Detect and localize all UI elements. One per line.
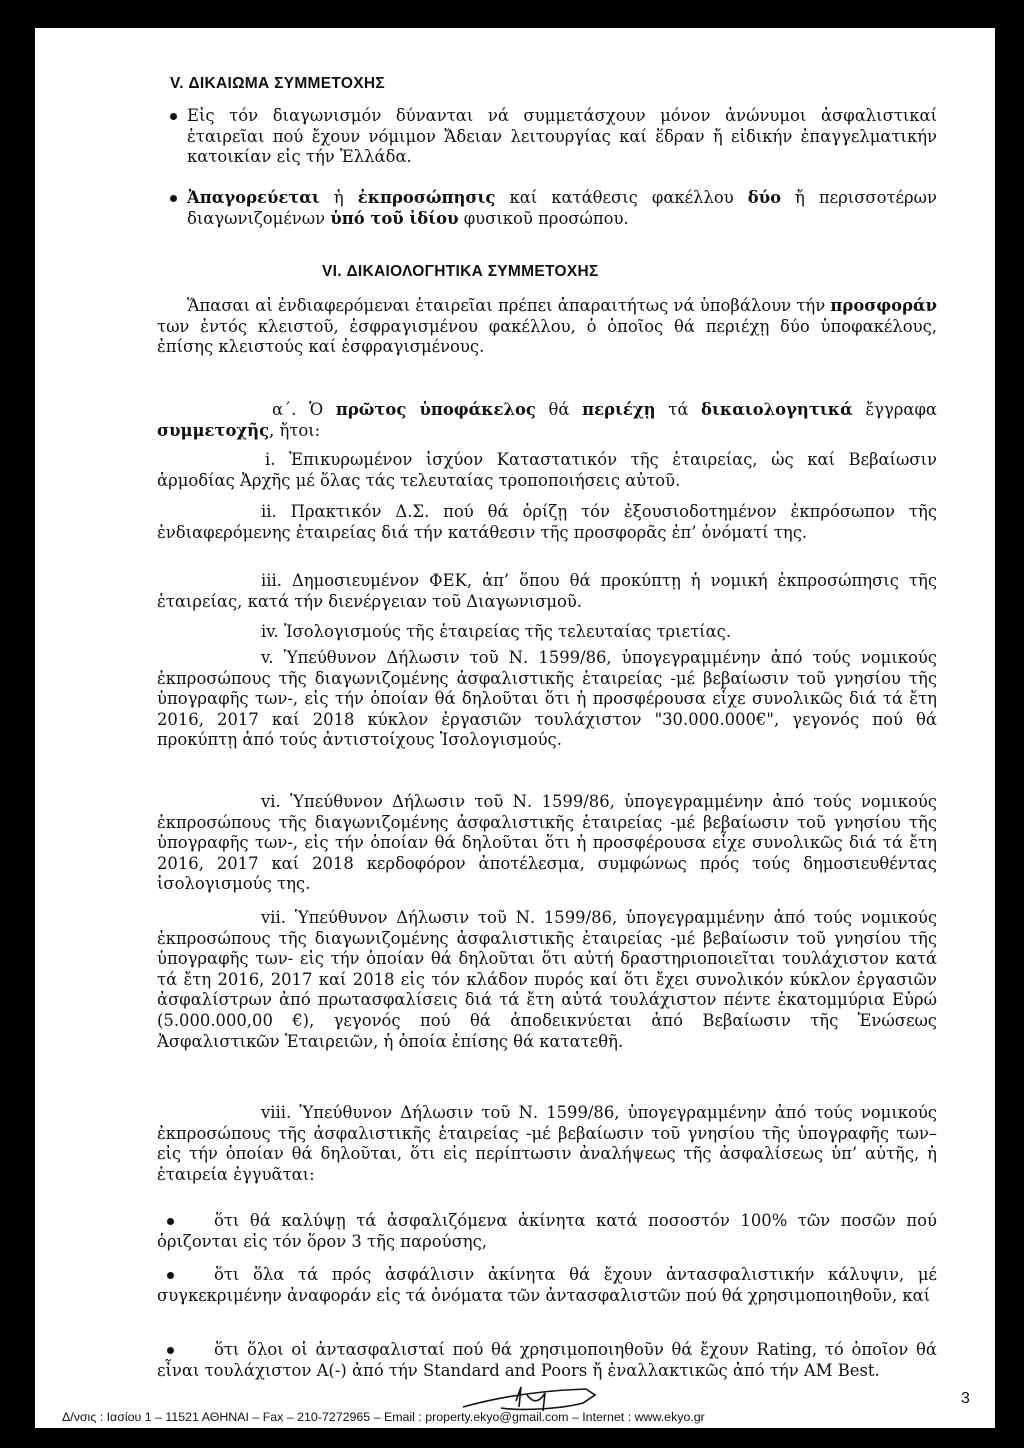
bold-text: προσφοράν <box>830 296 937 315</box>
text: φυσικοῦ προσώπου. <box>458 208 629 228</box>
bold-text: Ἀπαγορεύεται <box>187 188 320 207</box>
list-item: iv. Ἰσολογισμούς τῆς ἑταιρείας τῆς τελευταίας τριετίας. <box>261 622 732 641</box>
list-item: vii. Ὑπεύθυνον Δήλωσιν τοῦ Ν. 1599/86, ὑπογεγραμμένην ἀπό τούς νομικούς ἐκπροσώπους τῆς διαγωνιζομένης ἀσφαλιστικῆς ἑταιρείας -μέ βεβαίωσιν τοῦ γνησίου τῆς ὑπογραφῆς των- εἰς τήν ὁποίαν θά δηλοῦται ὅτι αὐτή δραστηριοποιεῖται τουλάχιστον κατά τά ἔτη 2016, 2017 καί 2018 εἰς τόν κλάδον πυρός καί ὅτι ἔχει συνολικόν κύκλον ἐργασιῶν ἀσφαλίστρων ἀπό πρωτασφαλίσεις διά τά ἔτη αὐτά τουλάχιστον πέντε ἑκατομμύρια Εὐρώ (5.000.000,00 €), γεγονός πού θά ἀποδεικνύεται ἀπό Βεβαίωσιν τῆς Ἑνώσεως Ἀσφαλιστικῶν Ἑταιρειῶν, ἡ ὁποία ἐπίσης θά κατατεθῆ. <box>157 908 937 1051</box>
list-item: i. Ἐπικυρωμένον ἰσχύον Καταστατικόν τῆς ἑταιρείας, ὡς καί Βεβαίωσιν ἁρμοδίας Ἀρχῆς μέ ὅλας τάς τελευταίας τροποποιήσεις αὐτοῦ. <box>157 450 937 490</box>
alpha-paragraph <box>157 400 937 441</box>
bullet-text: ὅτι ὅλα τά πρός ἀσφάλισιν ἀκίνητα θά ἔχουν ἀντασφαλιστικήν κάλυψιν, μέ συγκεκριμένην ἀναφοράν εἰς τά ὀνόματα τῶν ἀντασφαλιστῶν πού θά χρησιμοποιηθοῦν, καί <box>157 1265 937 1305</box>
bold-text: ἐκπροσώπησις <box>357 188 496 207</box>
list-item: viii. Ὑπεύθυνον Δήλωσιν τοῦ Ν. 1599/86, ὑπογεγραμμένην ἀπό τούς νομικούς ἐκπροσώπους τῆς ἀσφαλιστικῆς ἑταιρείας -μέ βεβαίωσιν τοῦ γνησίου τῆς ὑπογραφῆς των– εἰς τήν ὁποίαν θά δηλοῦται, ὅτι εἰς περίπτωσιν ἀναλήψεως τῆς ἀσφαλίσεως ὑπ’ αὐτῆς, ἡ ἑταιρεία ἐγγυᾶται: <box>157 1103 937 1184</box>
bullet-icon <box>167 1347 174 1354</box>
document-page <box>35 28 995 1428</box>
text: καί κατάθεσις φακέλλου <box>495 188 748 207</box>
text: θά <box>535 400 583 419</box>
list-item <box>187 106 937 168</box>
bullet-icon <box>170 113 177 120</box>
list-item: vi. Ὑπεύθυνον Δήλωσιν τοῦ Ν. 1599/86, ὑπογεγραμμένην ἀπό τούς νομικούς ἐκπροσώπους τῆς διαγωνιζομένης ἀσφαλιστικῆς ἑταιρείας -μέ βεβαίωσιν τοῦ γνησίου τῆς ὑπογραφῆς των-, εἰς τήν ὁποίαν θά δηλοῦται ὅτι ἡ προσφέρουσα εἶχε συνολικῶς διά τά ἔτη 2016, 2017 καί 2018 κερδοφόρον ἀποτέλεσμα, συμφώνως πρός τούς δημοσιευθέντας ἰσολογισμούς της. <box>157 792 937 894</box>
bold-text: δικαιολογητικά <box>701 400 853 419</box>
text: Ἅπασαι αἱ ἐνδιαφερόμεναι ἑταιρεῖαι πρέπει ἀπαραιτήτως νά ὑποβάλουν τήν <box>187 296 831 315</box>
bullet-icon <box>167 1272 174 1279</box>
bullet-icon <box>170 195 177 202</box>
text: ἡ <box>319 188 358 207</box>
list-item: v. Ὑπεύθυνον Δήλωσιν τοῦ Ν. 1599/86, ὑπογεγραμμένην ἀπό τούς νομικούς ἐκπροσώπους τῆς διαγωνιζομένης ἀσφαλιστικῆς ἑταιρείας -μέ βεβαίωσιν τοῦ γνησίου τῆς ὑπογραφῆς των-, εἰς τήν ὁποίαν θά δηλοῦται ὅτι ἡ προσφέρουσα εἶχε συνολικῶς διά τά ἔτη 2016, 2017 καί 2018 κύκλον ἐργασιῶν τουλάχιστον "30.000.000€", γεγονός πού θά προκύπτῃ ἀπό τούς ἀντιστοίχους Ἰσολογισμούς. <box>157 648 937 750</box>
text: ἔγγραφα <box>852 400 937 419</box>
intro-paragraph <box>157 296 937 358</box>
bold-text: δύο <box>747 188 782 207</box>
bullet-text: ὅτι ὅλοι οἱ ἀντασφαλισταί πού θά χρησιμοποιηθοῦν θά ἔχουν Rating, τό ὁποῖον θά εἶναι τουλάχιστον A(-) ἀπό τήν Standard and Poors ἤ ἐναλλακτικῶς ἀπό τήν AM Best. <box>157 1340 937 1380</box>
text: , ἤτοι: <box>269 420 321 440</box>
list-item <box>157 1211 937 1252</box>
page-number: 3 <box>961 1390 970 1407</box>
bold-text: ὑπό τοῦ ἰδίου <box>330 208 459 228</box>
list-item <box>187 188 937 229</box>
text: των ἐντός κλειστοῦ, ἐσφραγισμένου φακέλλου, ὁ ὁποῖος θά περιέχῃ δύο ὑποφακέλους, ἐπίσης κλειστούς καί ἐσφραγισμένους. <box>157 316 937 357</box>
bullet-text: ὅτι θά καλύψῃ τά ἀσφαλιζόμενα ἀκίνητα κατά ποσοστόν 100% τῶν ποσῶν πού ὁριζονται εἰς τόν ὅρον 3 τῆς παρούσης, <box>157 1211 937 1251</box>
alpha-text <box>157 400 937 441</box>
list-item <box>157 1265 937 1306</box>
bullet-text <box>187 188 937 229</box>
bullet-text: Εἰς τόν διαγωνισμόν δύνανται νά συμμετάσχουν μόνον ἀνώνυμοι ἀσφαλιστικαί ἑταιρεῖαι πού ἔχουν νόμιμον Ἄδειαν λειτουργίας καί ἕδραν ἤ εἰδικήν ἐπαγγελματικήν κατοικίαν εἰς τήν Ἑλλάδα. <box>187 106 937 167</box>
bold-text: περιέχῃ <box>582 400 656 419</box>
text: ἤ περισσοτέρων διαγωνιζομένων <box>187 188 937 228</box>
section-heading-v: V. ΔΙΚΑΙΩΜΑ ΣΥΜΜΕΤΟΧΗΣ <box>170 75 385 92</box>
list-item: iii. Δημοσιευμένον ΦΕΚ, ἀπ’ ὅπου θά προκύπτῃ ἡ νομική ἐκπροσώπησις τῆς ἑταιρείας, κατά τήν διενέργειαν τοῦ Διαγωνισμοῦ. <box>157 571 937 611</box>
list-item: ii. Πρακτικόν Δ.Σ. πού θά ὁρίζῃ τόν ἐξουσιοδοτημένον ἐκπρόσωπον τῆς ἐνδιαφερόμενης ἑταιρείας διά τήν κατάθεσιν τῆς προσφορᾶς ἐπ’ ὀνόματί της. <box>157 502 937 542</box>
intro-text <box>157 296 937 358</box>
text: τά <box>655 400 702 419</box>
text: α΄. Ὁ <box>272 400 336 419</box>
bold-text: συμμετοχῆς <box>157 420 270 440</box>
footer-address: Δ/νσις : Ιασίου 1 – 11521 ΑΘΗΝΑΙ – Fax – 210-7272965 – Email : property.ekyo@gmail.com – Internet : www.ekyo.gr <box>62 1410 705 1424</box>
list-item <box>157 1340 937 1381</box>
section-heading-vi: VI. ΔΙΚΑΙΟΛΟΓΗΤΙΚΑ ΣΥΜΜΕΤΟΧΗΣ <box>322 263 599 280</box>
bold-text: πρῶτος ὑποφάκελος <box>335 400 536 419</box>
bullet-icon <box>167 1218 174 1225</box>
